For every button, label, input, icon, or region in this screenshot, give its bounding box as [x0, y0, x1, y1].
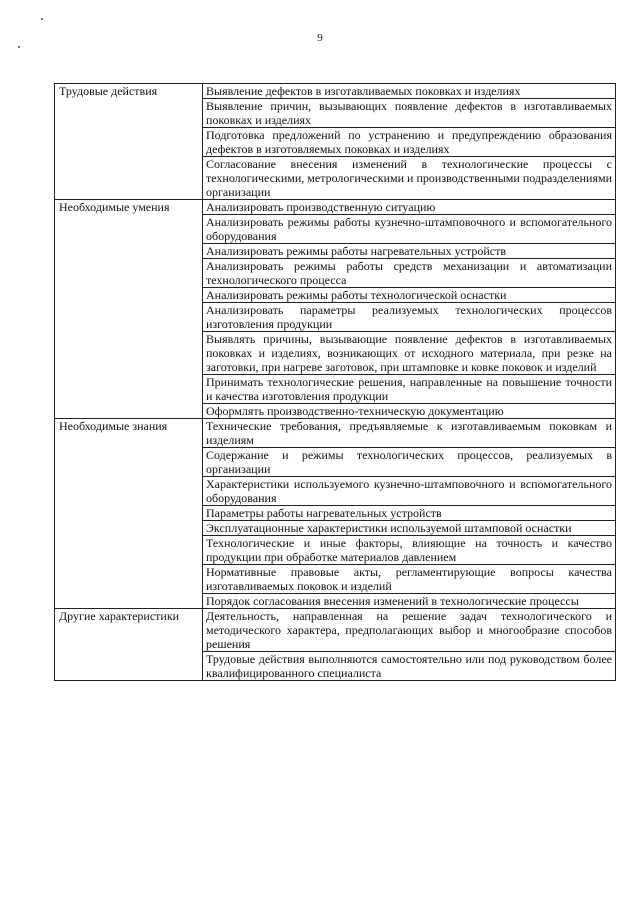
table-cell: Технологические и иные факторы, влияющие на точность и качество продукции при обработке материалов давлением	[203, 536, 616, 565]
scan-speck	[41, 18, 43, 20]
table-cell: Выявление причин, вызывающих появление дефектов в изготавливаемых поковках и изделиях	[203, 99, 616, 128]
table-cell: Оформлять производственно-техническую документацию	[203, 404, 616, 419]
table-cell: Содержание и режимы технологических процессов, реализуемых в организации	[203, 448, 616, 477]
table-row	[55, 609, 616, 652]
table-cell: Порядок согласования внесения изменений в технологические процессы	[203, 594, 616, 609]
scan-speck	[18, 46, 20, 48]
table-row	[55, 419, 616, 448]
table-cell: Выявление дефектов в изготавливаемых поковках и изделиях	[203, 84, 616, 99]
table-cell: Анализировать режимы работы кузнечно-штамповочного и вспомогательного оборудования	[203, 215, 616, 244]
table-cell: Анализировать режимы работы технологической оснастки	[203, 288, 616, 303]
competency-table	[54, 83, 616, 681]
section-label: Необходимые знания	[55, 419, 203, 609]
table-cell: Анализировать параметры реализуемых технологических процессов изготовления продукции	[203, 303, 616, 332]
table-cell: Трудовые действия выполняются самостоятельно или под руководством более квалифицированного специалиста	[203, 652, 616, 681]
table-cell: Выявлять причины, вызывающие появление дефектов в изготавливаемых поковках и изделиях, возникающих от исходного материала, при резке на заготовки, при нагреве заготовок, при штамповке и ковке поковок и изделий	[203, 332, 616, 375]
section-label: Необходимые умения	[55, 200, 203, 419]
section-label: Трудовые действия	[55, 84, 203, 200]
table-cell: Деятельность, направленная на решение задач технологического и методического характера, предполагающих выбор и многообразие способов решения	[203, 609, 616, 652]
section-label: Другие характеристики	[55, 609, 203, 681]
table-cell: Характеристики используемого кузнечно-штамповочного и вспомогательного оборудования	[203, 477, 616, 506]
table-cell: Принимать технологические решения, направленные на повышение точности и качества изготовления продукции	[203, 375, 616, 404]
table-cell: Эксплуатационные характеристики используемой штамповой оснастки	[203, 521, 616, 536]
page-number: 9	[317, 32, 323, 44]
table-cell: Технические требования, предъявляемые к изготавливаемым поковкам и изделиям	[203, 419, 616, 448]
table-cell: Параметры работы нагревательных устройств	[203, 506, 616, 521]
table-row	[55, 200, 616, 215]
table-cell: Подготовка предложений по устранению и предупреждению образования дефектов в изготовляемых поковках и изделиях	[203, 128, 616, 157]
table-cell: Анализировать режимы работы средств механизации и автоматизации технологического процесса	[203, 259, 616, 288]
table-cell: Согласование внесения изменений в технологические процессы с технологическими, метрологическими и производственными подразделениями организации	[203, 157, 616, 200]
table-row	[55, 84, 616, 99]
table-cell: Анализировать режимы работы нагревательных устройств	[203, 244, 616, 259]
table-cell: Нормативные правовые акты, регламентирующие вопросы качества изготавливаемых поковок и изделий	[203, 565, 616, 594]
table-cell: Анализировать производственную ситуацию	[203, 200, 616, 215]
